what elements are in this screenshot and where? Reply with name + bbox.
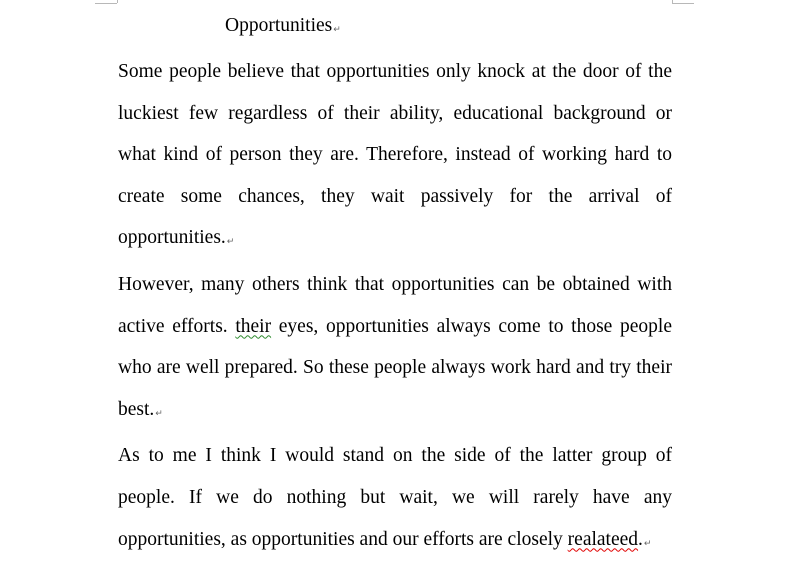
paragraph-2-text-after: eyes, opportunities always come to those people who are well prepared. So these people always work hard and try their best. xyxy=(118,315,672,420)
paragraph-mark: ↵ xyxy=(226,237,235,248)
paragraph-3-text-before: As to me I think I would stand on the side of the latter group of people. If we do nothing but wait, we will rarely have any opportunities, as opportunities and our efforts are closely xyxy=(118,445,672,550)
paragraph-3[interactable] xyxy=(118,435,672,565)
document-title[interactable] xyxy=(225,12,341,44)
margin-mark-top-right xyxy=(672,0,694,4)
paragraph-mark: ↵ xyxy=(643,538,652,549)
paragraph-1[interactable] xyxy=(118,51,672,264)
misspelled-word[interactable]: realateed xyxy=(567,528,639,550)
paragraph-mark: ↵ xyxy=(333,25,341,35)
margin-mark-top-left xyxy=(95,0,117,4)
margin-mark-top-left-vertical xyxy=(117,0,118,3)
paragraph-1-text: Some people believe that opportunities only knock at the door of the luckiest few regardless of their ability, educational background or what kind of person they are. Therefore, instead of working hard to create some chances, they wait passively for the arrival of opportunities. xyxy=(118,61,672,249)
margin-mark-top-right-vertical xyxy=(672,0,673,3)
paragraph-2[interactable] xyxy=(118,264,672,435)
paragraph-3-text-after: . xyxy=(638,528,643,550)
paragraph-2-text-before: However, many others think that opportunities can be obtained with active efforts. xyxy=(118,273,672,337)
title-text: Opportunities xyxy=(225,15,333,36)
document-body[interactable] xyxy=(118,51,672,565)
paragraph-mark: ↵ xyxy=(155,408,163,419)
grammar-flagged-word[interactable]: their xyxy=(235,315,272,337)
